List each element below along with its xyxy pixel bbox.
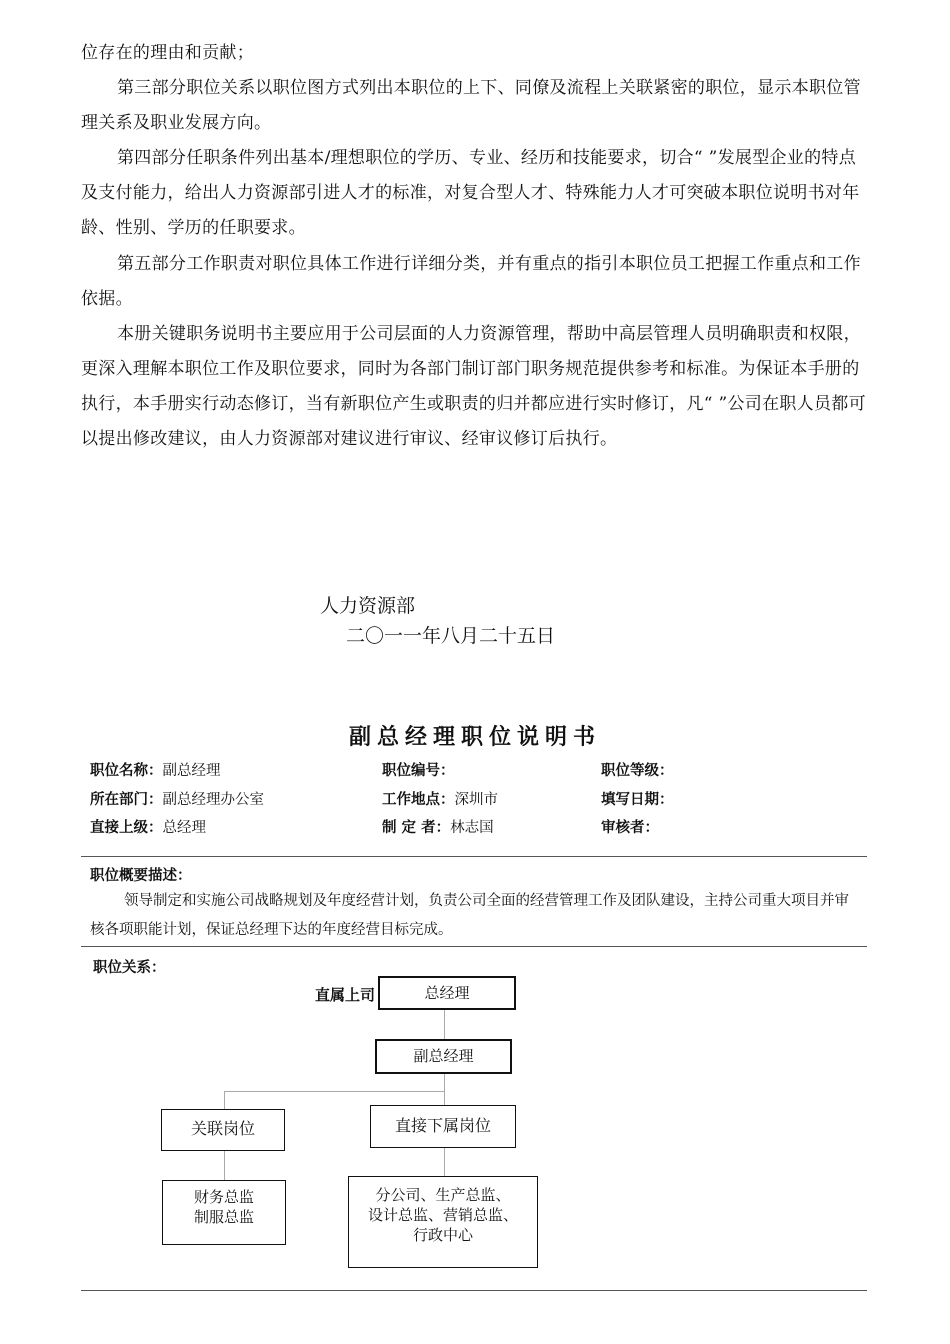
org-related-item: 制服总监 xyxy=(193,1208,254,1226)
org-connector xyxy=(224,1091,225,1110)
field-label: 填写日期： xyxy=(601,792,674,808)
field-value: 总经理 xyxy=(162,820,206,836)
job-doc-title: 副总经理职位说明书 xyxy=(348,725,601,750)
org-subordinate-item: 行政中心 xyxy=(412,1226,473,1244)
org-subordinate-list xyxy=(348,1176,538,1268)
summary-heading: 职位概要描述： xyxy=(90,868,192,884)
org-connector xyxy=(224,1151,225,1181)
field-value: 副总经理 xyxy=(162,763,221,779)
org-connector xyxy=(444,1091,445,1106)
intro-paragraph-4: 第四部分任职条件列出基本/理想职位的学历、专业、经历和技能要求，切合“ ”发展型企业的特点及支付能力，给出人力资源部引进人才的标准，对复合型人才、特殊能力人才可突破本职位说明书对年龄、性别、学历的任职要求。 xyxy=(81,148,860,238)
org-node-subordinate: 直接下属岗位 xyxy=(370,1105,516,1148)
org-subordinate-item: 设计总监、营销总监、 xyxy=(367,1206,518,1224)
summary-text: 领导制定和实施公司战略规划及年度经营计划，负责公司全面的经营管理工作及团队建设，主持公司重大项目并审核各项职能计划，保证总经理下达的年度经营目标完成。 xyxy=(90,893,849,938)
field-label: 直接上级： xyxy=(90,820,163,836)
relations-heading: 职位关系： xyxy=(93,960,166,976)
signature-department: 人力资源部 xyxy=(320,595,416,617)
section-divider xyxy=(81,946,867,947)
field-label: 审核者： xyxy=(601,820,659,836)
field-fill-date xyxy=(601,790,674,810)
intro-paragraph-3: 第三部分职位关系以职位图方式列出本职位的上下、同僚及流程上关联紧密的职位，显示本职位管理关系及职业发展方向。 xyxy=(81,78,861,133)
field-label: 制 定 者： xyxy=(382,820,451,836)
field-superior xyxy=(90,818,206,838)
org-connector xyxy=(224,1091,445,1092)
signature-date: 二〇一一年八月二十五日 xyxy=(346,625,556,647)
intro-line-top: 位存在的理由和贡献； xyxy=(81,43,254,63)
field-label: 职位名称： xyxy=(90,763,163,779)
field-value: 副总经理办公室 xyxy=(162,792,264,808)
field-label: 职位编号： xyxy=(382,763,455,779)
field-label: 所在部门： xyxy=(90,792,163,808)
field-label: 职位等级： xyxy=(601,763,674,779)
org-boss-label: 直属上司 xyxy=(315,986,376,1004)
field-value: 林志国 xyxy=(450,820,494,836)
intro-paragraph-6: 本册关键职务说明书主要应用于公司层面的人力资源管理，帮助中高层管理人员明确职责和权限，更深入理解本职位工作及职位要求，同时为各部门制订部门职务规范提供参考和标准。为保证本手册的执行，本手册实行动态修订，当有新职位产生或职责的归并都应进行实时修订，凡“ ”公司在职人员都可以提出修改建议，由人力资源部对建议进行审议、经审议修订后执行。 xyxy=(81,324,866,449)
org-connector xyxy=(444,1148,445,1177)
intro-paragraph-5: 第五部分工作职责对职位具体工作进行详细分类，并有重点的指引本职位员工把握工作重点和工作依据。 xyxy=(81,254,861,309)
org-connector xyxy=(444,1073,445,1091)
field-author xyxy=(382,818,494,838)
field-position-code xyxy=(382,761,455,781)
field-position-name xyxy=(90,761,221,781)
field-location xyxy=(382,790,498,810)
field-position-grade xyxy=(601,761,674,781)
field-value: 深圳市 xyxy=(454,792,498,808)
org-node-related: 关联岗位 xyxy=(161,1109,285,1151)
field-label: 工作地点： xyxy=(382,792,455,808)
org-connector xyxy=(444,1009,445,1040)
org-related-item: 财务总监 xyxy=(193,1188,254,1206)
org-node-boss: 总经理 xyxy=(378,976,516,1010)
section-divider xyxy=(81,1290,867,1291)
org-related-list xyxy=(162,1180,286,1245)
field-reviewer xyxy=(601,818,659,838)
org-node-self: 副总经理 xyxy=(375,1039,512,1074)
field-department xyxy=(90,790,264,810)
section-divider xyxy=(81,856,867,857)
org-subordinate-item: 分公司、生产总监、 xyxy=(375,1186,511,1204)
